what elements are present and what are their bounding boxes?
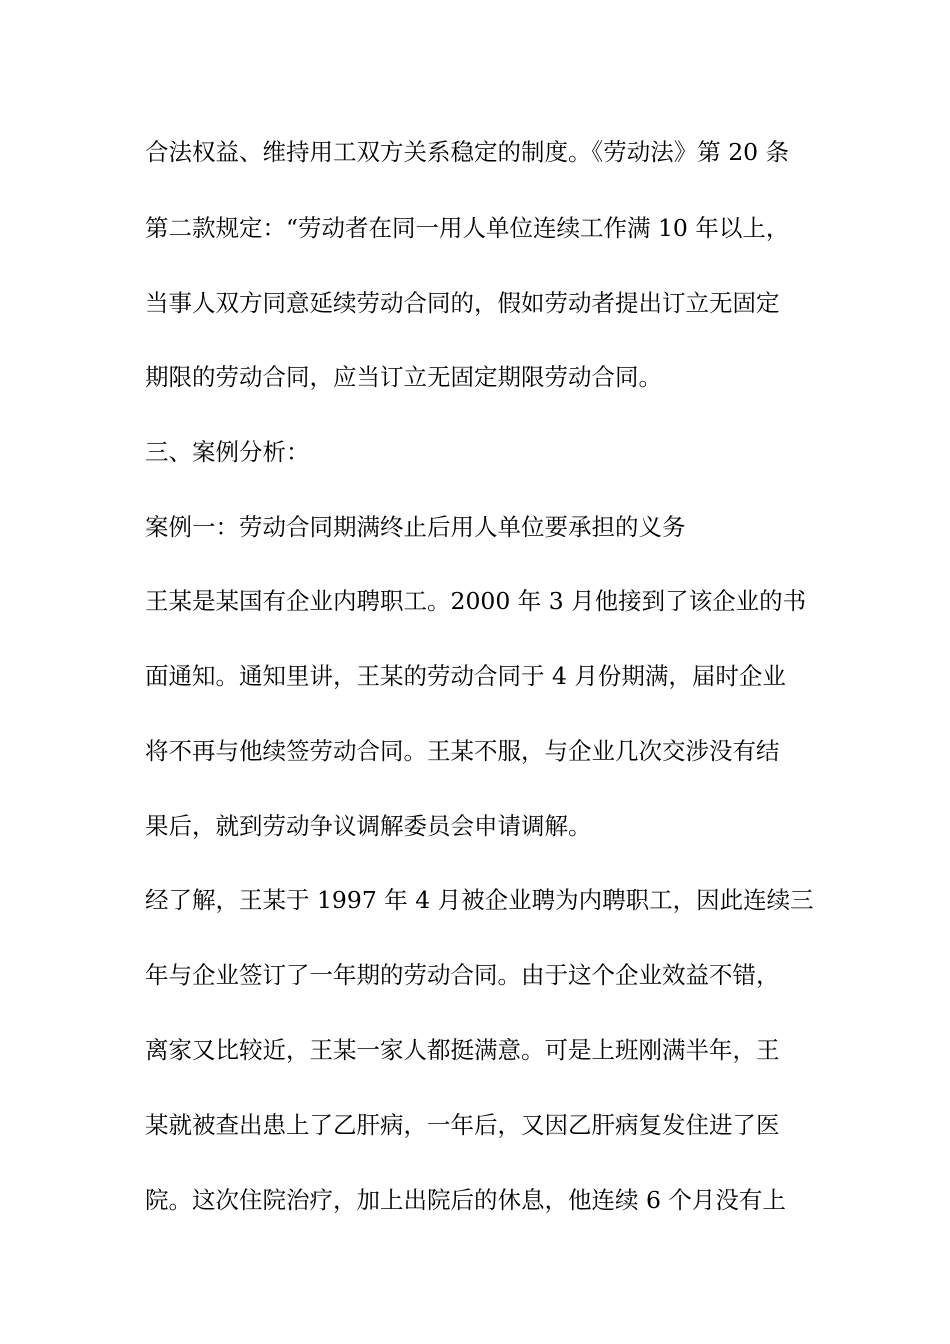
text-line: 当事人双方同意延续劳动合同的，假如劳动者提出订立无固定 xyxy=(145,289,780,317)
text-line: 果后，就到劳动争议调解委员会申请调解。 xyxy=(145,812,592,840)
case-title: 案例一：劳动合同期满终止后用人单位要承担的义务 xyxy=(145,513,686,541)
text-line: 合法权益、维持用工双方关系稳定的制度。《劳动法》第 20 条 xyxy=(145,138,790,166)
text-line: 面通知。通知里讲，王某的劳动合同于 4 月份期满，届时企业 xyxy=(145,662,786,690)
text-line: 经了解，王某于 1997 年 4 月被企业聘为内聘职工，因此连续三 xyxy=(145,886,814,914)
text-line: 离家又比较近，王某一家人都挺满意。可是上班刚满半年，王 xyxy=(145,1036,780,1064)
text-line: 某就被查出患上了乙肝病，一年后，又因乙肝病复发住进了医 xyxy=(145,1111,780,1139)
text-line: 年与企业签订了一年期的劳动合同。由于这个企业效益不错， xyxy=(145,961,780,989)
text-line: 王某是某国有企业内聘职工。2000 年 3 月他接到了该企业的书 xyxy=(145,587,807,615)
text-line: 第二款规定：“劳动者在同一用人单位连续工作满 10 年以上， xyxy=(145,214,790,242)
section-heading: 三、案例分析： xyxy=(145,438,310,466)
text-line: 将不再与他续签劳动合同。王某不服，与企业几次交涉没有结 xyxy=(145,737,780,765)
text-line: 期限的劳动合同，应当订立无固定期限劳动合同。 xyxy=(145,363,662,391)
text-line: 院。这次住院治疗，加上出院后的休息，他连续 6 个月没有上 xyxy=(145,1186,786,1214)
